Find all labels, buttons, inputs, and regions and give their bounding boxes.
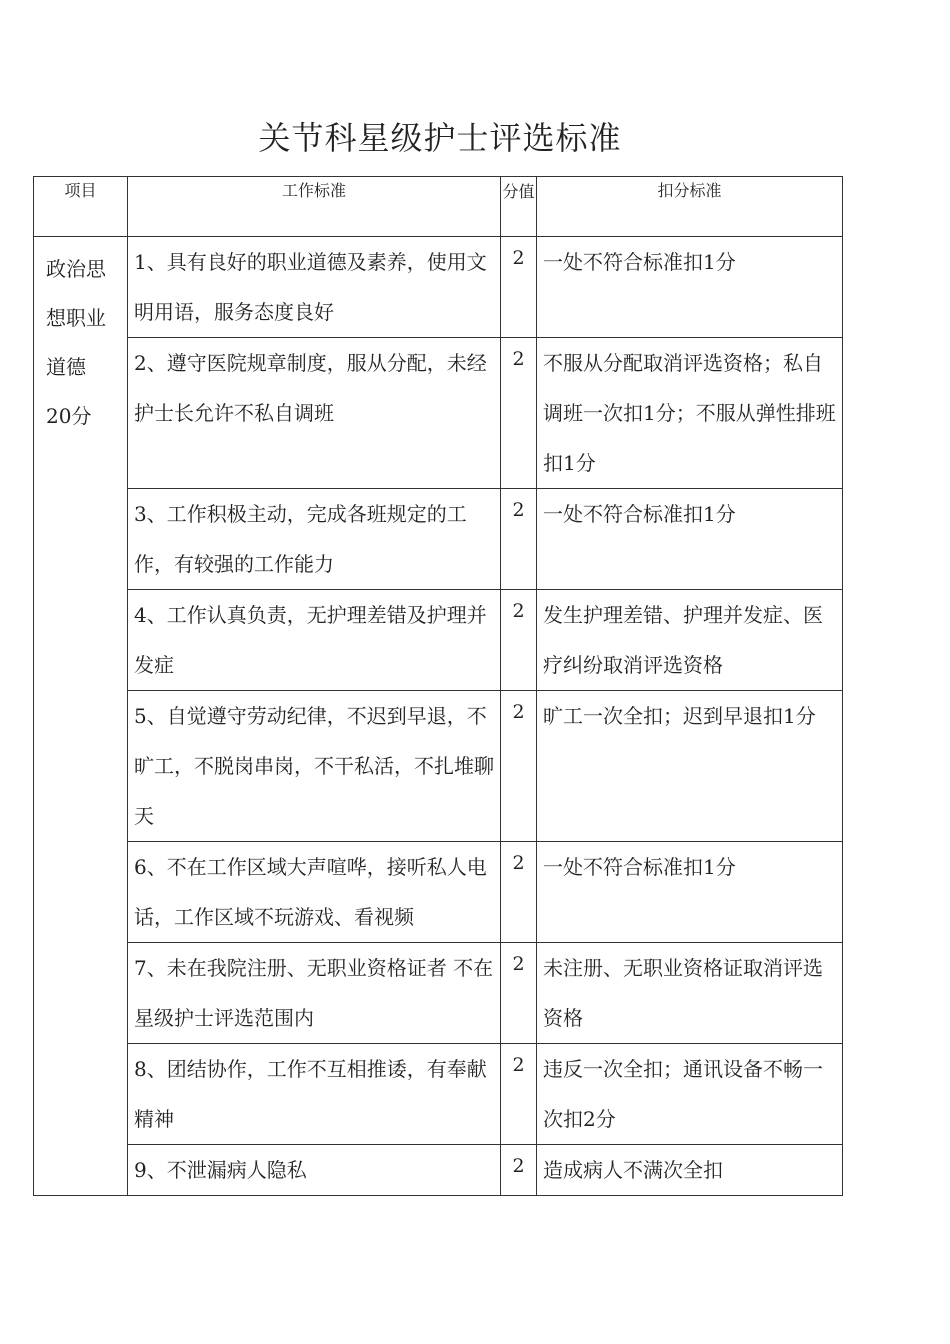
table-row <box>34 1044 843 1145</box>
criteria-table <box>33 176 843 1196</box>
category-cell <box>34 237 128 1196</box>
header-score: 分值 <box>501 177 537 237</box>
score-cell: 2 <box>501 691 537 842</box>
table-row <box>34 943 843 1044</box>
deduction-cell: 造成病人不满次全扣 <box>537 1145 843 1196</box>
header-row <box>34 177 843 237</box>
standard-cell: 2、遵守医院规章制度，服从分配，未经护士长允许不私自调班 <box>128 338 501 489</box>
standard-cell: 7、未在我院注册、无职业资格证者 不在星级护士评选范围内 <box>128 943 501 1044</box>
standard-cell: 9、不泄漏病人隐私 <box>128 1145 501 1196</box>
deduction-cell: 发生护理差错、护理并发症、医疗纠纷取消评选资格 <box>537 590 843 691</box>
header-deduction: 扣分标准 <box>537 177 843 237</box>
table-row <box>34 842 843 943</box>
standard-cell: 6、不在工作区域大声喧哗，接听私人电话，工作区域不玩游戏、看视频 <box>128 842 501 943</box>
deduction-cell: 一处不符合标准扣1分 <box>537 489 843 590</box>
standard-cell: 5、自觉遵守劳动纪律，不迟到早退，不旷工，不脱岗串岗，不干私活，不扎堆聊天 <box>128 691 501 842</box>
deduction-cell: 未注册、无职业资格证取消评选资格 <box>537 943 843 1044</box>
standard-cell: 1、具有良好的职业道德及素养，使用文明用语，服务态度良好 <box>128 237 501 338</box>
header-item: 项目 <box>34 177 128 237</box>
score-cell: 2 <box>501 1044 537 1145</box>
table-row <box>34 489 843 590</box>
standard-cell: 3、工作积极主动，完成各班规定的工作，有较强的工作能力 <box>128 489 501 590</box>
table-row <box>34 691 843 842</box>
page-title: 关节科星级护士评选标准 <box>258 119 622 157</box>
score-cell: 2 <box>501 338 537 489</box>
score-cell: 2 <box>501 237 537 338</box>
deduction-cell: 不服从分配取消评选资格；私自调班一次扣1分；不服从弹性排班扣1分 <box>537 338 843 489</box>
standard-cell: 8、团结协作，工作不互相推诿，有奉献精神 <box>128 1044 501 1145</box>
score-cell: 2 <box>501 943 537 1044</box>
deduction-cell: 违反一次全扣；通讯设备不畅一次扣2分 <box>537 1044 843 1145</box>
category-line: 政治思 <box>46 257 106 281</box>
category-score: 20分 <box>46 404 92 428</box>
score-cell: 2 <box>501 590 537 691</box>
score-cell: 2 <box>501 1145 537 1196</box>
header-standard: 工作标准 <box>128 177 501 237</box>
table-row <box>34 338 843 489</box>
table-row <box>34 237 843 338</box>
standard-cell: 4、工作认真负责，无护理差错及护理并发症 <box>128 590 501 691</box>
category-line: 想职业 <box>46 306 106 330</box>
score-cell: 2 <box>501 842 537 943</box>
score-cell: 2 <box>501 489 537 590</box>
table-row <box>34 590 843 691</box>
deduction-cell: 一处不符合标准扣1分 <box>537 842 843 943</box>
deduction-cell: 旷工一次全扣；迟到早退扣1分 <box>537 691 843 842</box>
category-line: 道德 <box>46 355 86 379</box>
deduction-cell: 一处不符合标准扣1分 <box>537 237 843 338</box>
table-row <box>34 1145 843 1196</box>
